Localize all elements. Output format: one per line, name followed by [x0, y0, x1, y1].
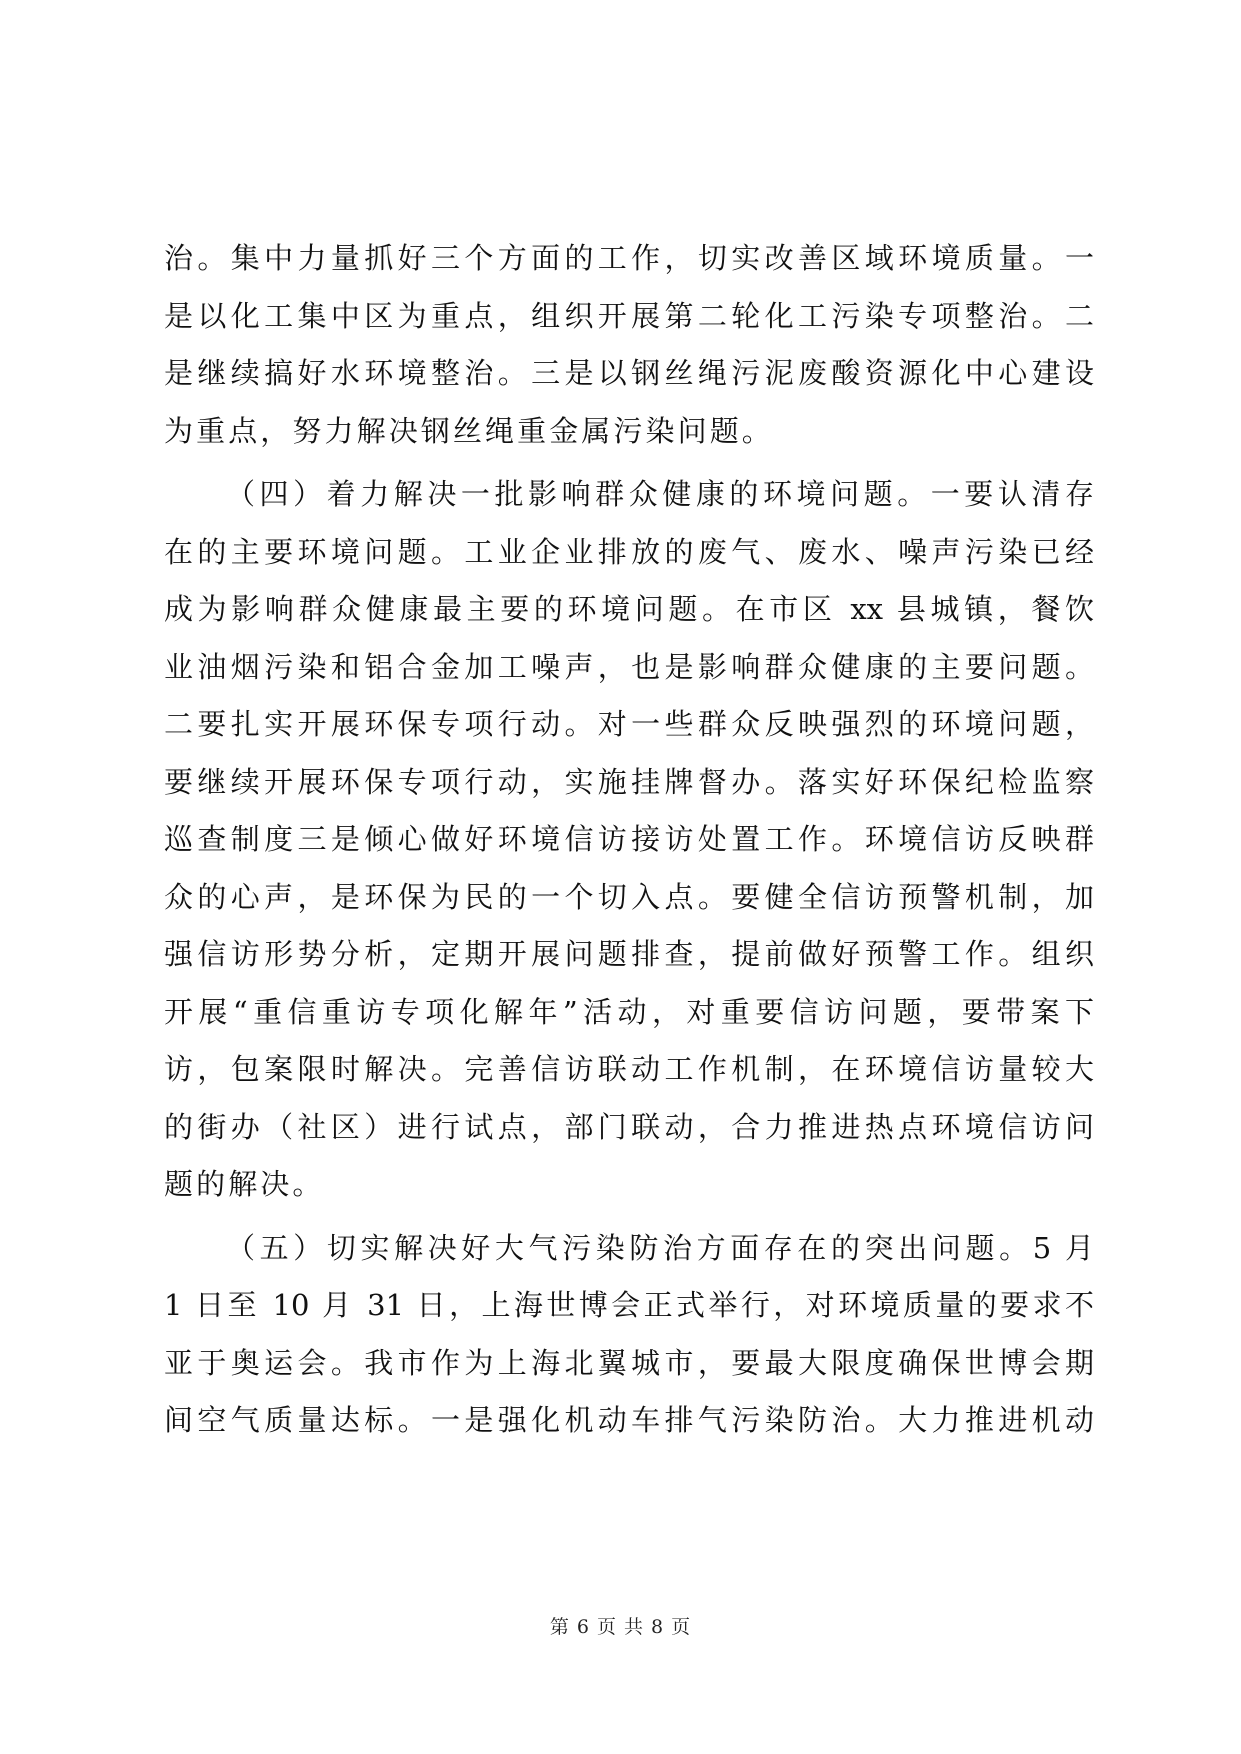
text-line: 是以化工集中区为重点，组织开展第二轮化工污染专项整治。二 — [164, 298, 1094, 333]
paragraph — [164, 1220, 1094, 1450]
text-line: 在的主要环境问题。工业企业排放的废气、废水、噪声污染已经 — [164, 534, 1094, 569]
text-line: （四）着力解决一批影响群众健康的环境问题。一要认清存 — [226, 477, 1094, 511]
text-line: 的街办（社区）进行试点，部门联动，合力推进热点环境信访问 — [164, 1109, 1094, 1144]
text-line: 为重点，努力解决钢丝绳重金属污染问题。 — [164, 413, 774, 448]
page-number-footer: 第 6 页 共 8 页 — [549, 1616, 692, 1638]
paragraph — [164, 466, 1094, 1214]
text-line: 亚于奥运会。我市作为上海北翼城市，要最大限度确保世博会期 — [164, 1345, 1094, 1380]
text-line: 题的解决。 — [164, 1167, 325, 1201]
text-line: 访，包案限时解决。完善信访联动工作机制，在环境信访量较大 — [164, 1052, 1094, 1086]
text-line: 治。集中力量抓好三个方面的工作，切实改善区域环境质量。一 — [164, 241, 1094, 275]
text-line: 开展“重信重访专项化解年”活动，对重要信访问题，要带案下 — [164, 994, 1094, 1029]
document-body — [164, 230, 1094, 1450]
text-line: 众的心声，是环保为民的一个切入点。要健全信访预警机制，加 — [164, 879, 1094, 914]
text-line: （五）切实解决好大气污染防治方面存在的突出问题。5 月 — [226, 1230, 1094, 1265]
paragraph — [164, 230, 1094, 460]
text-line: 成为影响群众健康最主要的环境问题。在市区 xx 县城镇，餐饮 — [164, 592, 1094, 626]
text-line: 业油烟污染和铝合金加工噪声，也是影响群众健康的主要问题。 — [164, 649, 1094, 684]
text-line: 要继续开展环保专项行动，实施挂牌督办。落实好环保纪检监察 — [164, 764, 1094, 799]
text-line: 是继续搞好水环境整治。三是以钢丝绳污泥废酸资源化中心建设 — [164, 356, 1094, 390]
text-line: 强信访形势分析，定期开展问题排查，提前做好预警工作。组织 — [164, 937, 1094, 971]
text-line: 间空气质量达标。一是强化机动车排气污染防治。大力推进机动 — [164, 1403, 1094, 1437]
text-line: 1 日至 10 月 31 日，上海世博会正式举行，对环境质量的要求不 — [164, 1288, 1094, 1322]
text-line: 巡查制度三是倾心做好环境信访接访处置工作。环境信访反映群 — [164, 822, 1094, 856]
text-line: 二要扎实开展环保专项行动。对一些群众反映强烈的环境问题， — [164, 707, 1094, 741]
